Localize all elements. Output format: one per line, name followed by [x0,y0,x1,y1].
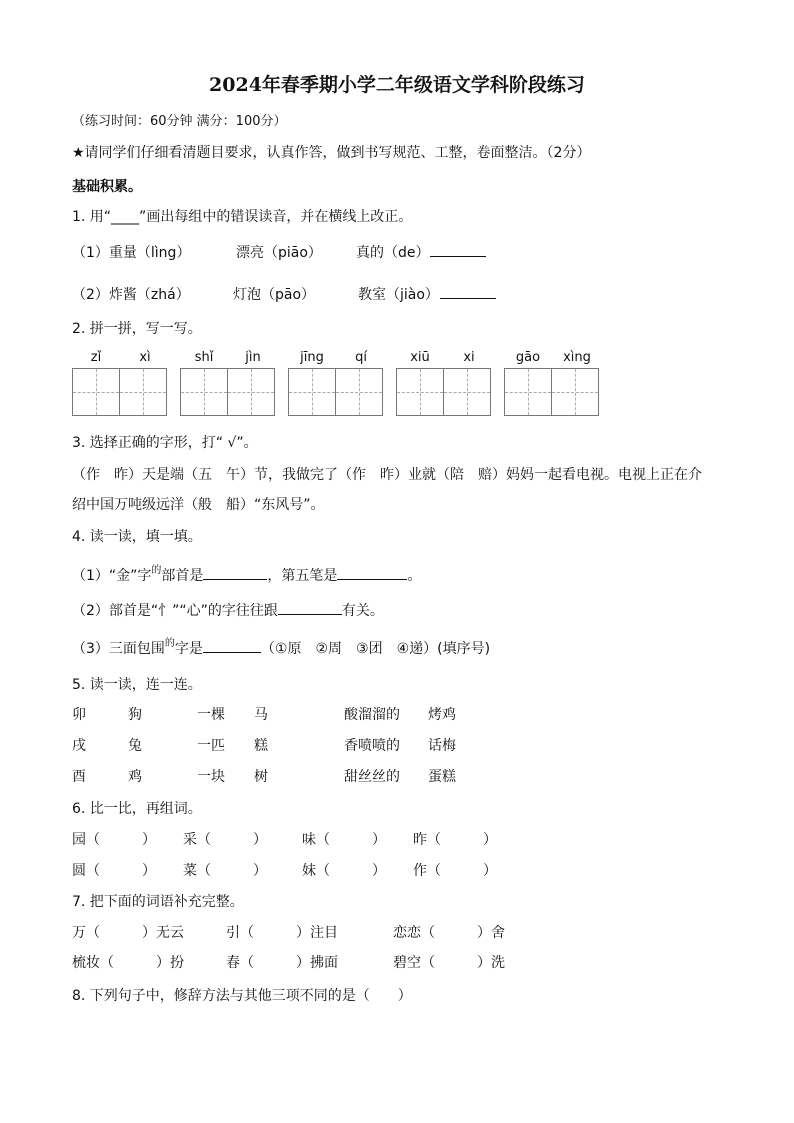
pinyin-3: shǐ [194,350,214,365]
tianzige-cell[interactable] [119,368,167,416]
q5-r2-c1: 戌 [72,738,86,754]
q7-r2-part3: 春（ [226,955,254,971]
tianzige-cell[interactable] [72,368,120,416]
q3-sentence-line2: 绍中国万吨级远洋（般 船）“东风号”。 [72,497,325,513]
q5-r3-c3: 一块 [197,769,225,785]
q6-r2-word4: 作（ [413,863,441,879]
question-7-label: 7. 把下面的词语补充完整。 [72,894,244,910]
tianzige-group-4 [396,368,491,417]
q6-r2-close4: ） [483,863,497,879]
tianzige-cell[interactable] [396,368,444,416]
q4-part1 [72,565,421,585]
q6-r2-close3: ） [372,863,386,879]
q1-row1-item2: 漂亮（piāo） [236,245,322,261]
q6-r1-word2: 采（ [183,832,211,848]
q1-row2-answer-blank[interactable] [440,284,496,299]
q6-r2-word2: 菜（ [183,863,211,879]
tianzige-cell[interactable] [443,368,491,416]
pinyin-7: xiū [410,350,430,365]
q6-r1-word4: 昨（ [413,832,441,848]
tianzige-group-1 [72,368,167,417]
question-2-label: 2. 拼一拼，写一写。 [72,321,202,337]
q5-r2-c5: 香喷喷的 [344,738,400,754]
q5-r3-c1: 酉 [72,769,86,785]
q7-r2-part6: ）洗 [477,955,505,971]
q1-row2-item1: （2）炸酱（zhá） [72,287,190,303]
q4-part3-text-a: （3）三面包围 [72,641,165,657]
q6-r1-word3: 味（ [302,832,330,848]
q7-r1-part6: ）舍 [477,925,505,941]
q4-part1-blank-2[interactable] [337,565,407,580]
question-8-label: 8. 下列句子中，修辞方法与其他三项不同的是（ ） [72,988,412,1004]
q5-r2-c3: 一匹 [197,738,225,754]
question-1-label: 1. 用“____”画出每组中的错误读音，并在横线上改正。 [72,209,413,225]
q3-sentence-line1: （作 昨）天是端（五 午）节，我做完了（作 昨）业就（陪 赔）妈妈一起看电视。电视上正在介 [72,467,702,483]
q5-r1-c5: 酸溜溜的 [344,707,400,723]
pinyin-9: gāo [515,350,541,365]
q7-r2-part1: 梳妆（ [72,955,114,971]
q7-r1-part4: ）注目 [296,925,338,941]
tianzige-group-2 [180,368,275,417]
tianzige-cell[interactable] [227,368,275,416]
q4-part2 [72,600,384,620]
tianzige-cell[interactable] [551,368,599,416]
q6-r1-close4: ） [483,832,497,848]
q6-r2-word1: 圆（ [72,863,100,879]
q5-r2-c2: 兔 [128,738,142,754]
q4-part3 [72,638,490,658]
q6-r2-close2: ） [253,863,267,879]
q7-r2-part4: ）拂面 [296,955,338,971]
q6-r1-close3: ） [372,832,386,848]
q5-r1-c1: 卯 [72,707,86,723]
tianzige-group-5 [504,368,599,417]
q5-r3-c4: 树 [254,769,268,785]
tianzige-cell[interactable] [335,368,383,416]
q4-part1-blank-1[interactable] [203,565,267,580]
page-title: 2024年春季期小学二年级语文学科阶段练习 [209,74,585,96]
q7-r2-part2: ）扮 [156,955,184,971]
exam-info: （练习时间：60分钟 满分：100分） [72,114,287,129]
question-6-label: 6. 比一比，再组词。 [72,801,202,817]
q7-r1-part3: 引（ [226,925,254,941]
notice: ★请同学们仔细看清题目要求，认真作答，做到书写规范、工整，卷面整洁。（2分） [72,145,591,161]
pinyin-10: xìng [563,350,591,365]
question-4-label: 4. 读一读，填一填。 [72,529,202,545]
q4-part2-text-a: （2）部首是“忄”“心”的字往往跟 [72,603,278,619]
q1-row2-item2: 灯泡（pāo） [233,287,316,303]
q6-r2-word3: 妹（ [302,863,330,879]
question-3-label: 3. 选择正确的字形，打“ √”。 [72,435,258,451]
q6-r1-close1: ） [142,832,156,848]
q5-r2-c4: 糕 [254,738,268,754]
q5-r3-c5: 甜丝丝的 [344,769,400,785]
q4-part3-text-c: （①原 ②周 ③团 ④递）(填序号) [260,641,491,657]
q5-r1-c2: 狗 [128,707,142,723]
q4-part1-text-a: （1）“金”字 [72,568,152,584]
pinyin-1: zǐ [90,350,102,365]
tianzige-cell[interactable] [288,368,336,416]
q7-r2-part5: 碧空（ [393,955,435,971]
tianzige-group-3 [288,368,383,417]
q4-part1-text-b: 部首是 [161,568,204,584]
q4-part3-text-b: 字是 [174,641,203,657]
q4-part2-text-b: 有关。 [341,603,384,619]
q7-r1-part2: ）无云 [142,925,184,941]
q7-r1-part1: 万（ [72,925,100,941]
q6-r1-close2: ） [253,832,267,848]
q5-r3-c6: 蛋糕 [428,769,456,785]
q5-r1-c6: 烤鸡 [428,707,456,723]
pinyin-2: xì [139,350,151,365]
q7-r1-part5: 恋恋（ [393,925,435,941]
q5-r2-c6: 话梅 [428,738,456,754]
q6-r1-word1: 园（ [72,832,100,848]
pinyin-8: xi [463,350,475,365]
tianzige-cell[interactable] [504,368,552,416]
q4-part1-text-d: 。 [407,568,422,584]
q5-r1-c3: 一棵 [197,707,225,723]
tianzige-cell[interactable] [180,368,228,416]
q4-part1-text-c: ，第五笔是 [267,568,338,584]
q4-part1-superscript: 的 [151,565,162,576]
pinyin-6: qí [355,350,367,365]
q4-part3-blank[interactable] [203,638,261,653]
q4-part2-blank[interactable] [278,600,342,615]
q1-row1-answer-blank[interactable] [430,242,486,257]
q1-row1-item1: （1）重量（lìng） [72,245,191,261]
q6-r2-close1: ） [142,863,156,879]
question-5-label: 5. 读一读，连一连。 [72,677,202,693]
pinyin-4: jìn [245,350,261,365]
q1-row1-item3: 真的（de） [356,245,430,261]
q5-r1-c4: 马 [254,707,268,723]
q5-r3-c2: 鸡 [128,769,142,785]
q1-row2-item3: 教室（jiào） [358,287,439,303]
section-title: 基础积累。 [72,179,142,195]
pinyin-5: jīng [300,350,324,365]
q4-part3-superscript: 的 [164,638,175,649]
